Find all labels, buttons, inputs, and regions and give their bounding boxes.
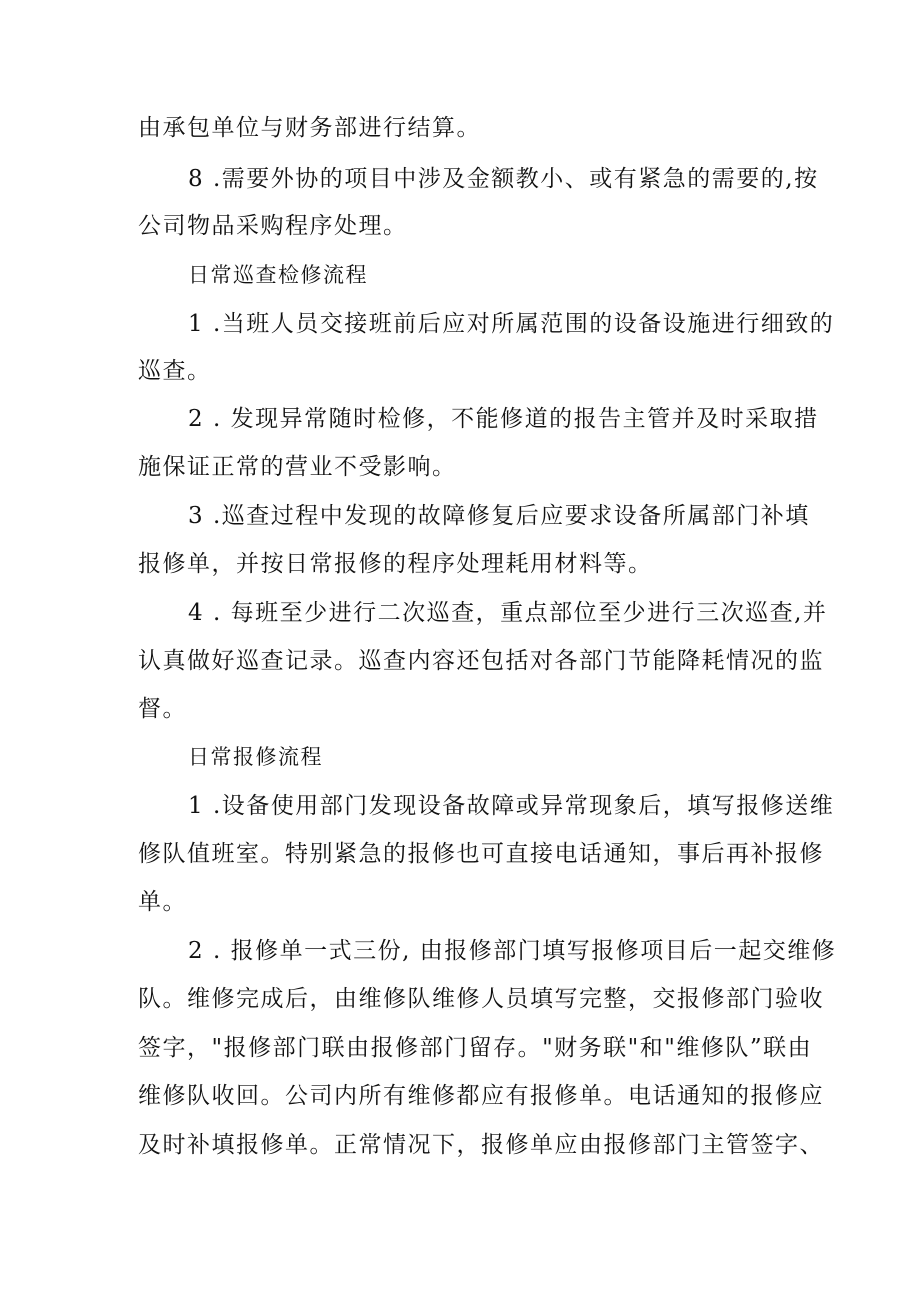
- text-line: 单。: [138, 889, 187, 915]
- text-line: 签字，"报修部门联由报修部门留存。"财务联"和"维修队”联由: [138, 1035, 813, 1061]
- text-line: 维修队收回。公司内所有维修都应有报修单。电话通知的报修应: [138, 1083, 824, 1109]
- text-line: 1 .设备使用部门发现设备故障或异常现象后，填写报修送维: [188, 793, 835, 819]
- text-line: 3 .巡查过程中发现的故障修复后应要求设备所属部门补填: [188, 503, 810, 529]
- text-line: 1 .当班人员交接班前后应对所属范围的设备设施进行细致的: [188, 311, 835, 337]
- section-heading: 日常巡查检修流程: [188, 263, 368, 287]
- text-line: 修队值班室。特别紧急的报修也可直接电话通知，事后再补报修: [138, 841, 824, 867]
- text-line: 报修单，并按日常报修的程序处理耗用材料等。: [138, 551, 653, 577]
- text-line: 施保证正常的营业不受影响。: [138, 454, 457, 480]
- text-line: 认真做好巡查记录。巡查内容还包括对各部门节能降耗情况的监: [138, 648, 824, 674]
- text-line: 由承包单位与财务部进行结算。: [138, 115, 481, 141]
- text-line: 及时补填报修单。正常情况下，报修单应由报修部门主管签字、: [138, 1132, 824, 1158]
- text-line: 公司物品采购程序处理。: [138, 213, 408, 239]
- text-line: 4 . 每班至少进行二次巡查，重点部位至少进行三次巡查,并: [188, 600, 828, 626]
- section-heading: 日常报修流程: [188, 745, 323, 769]
- text-line: 队。维修完成后，由维修队维修人员填写完整，交报修部门验收: [138, 986, 824, 1012]
- text-line: 8 .需要外协的项目中涉及金额教小、或有紧急的需要的,按: [188, 166, 819, 192]
- text-line: 督。: [138, 696, 187, 722]
- text-line: 巡查。: [138, 358, 212, 384]
- text-line: 2 . 发现异常随时检修，不能修道的报告主管并及时采取措: [188, 406, 819, 432]
- text-line: 2 . 报修单一式三份, 由报修部门填写报修项目后一起交维修: [188, 938, 837, 964]
